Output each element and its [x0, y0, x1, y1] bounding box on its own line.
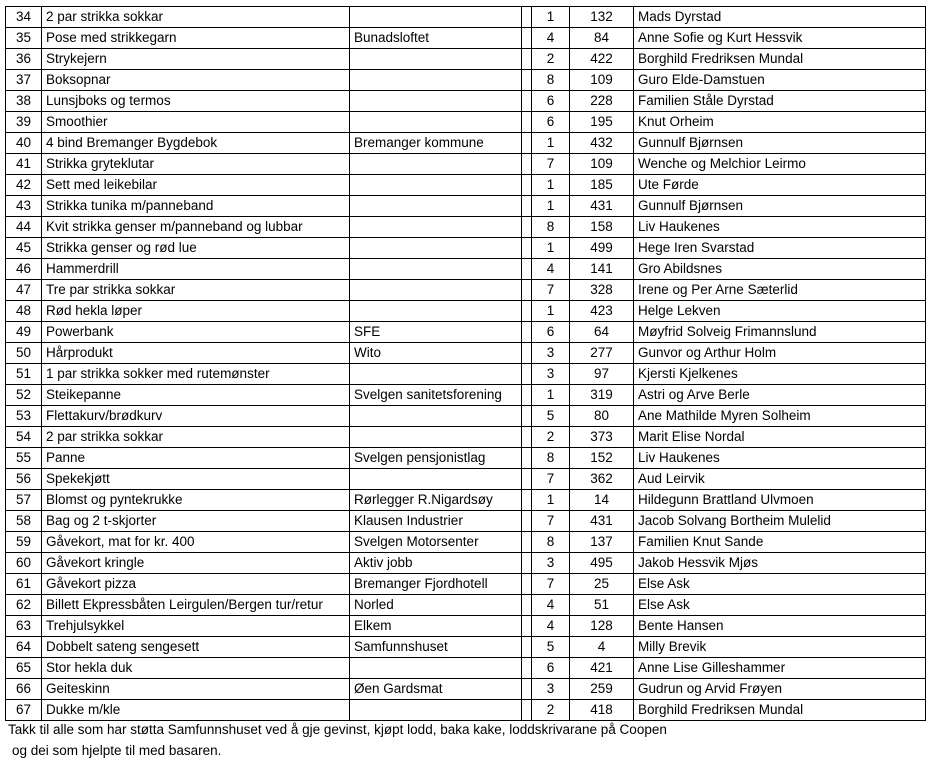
prize-row-cell: 4 — [532, 595, 570, 616]
table-row — [6, 154, 926, 175]
prize-row-cell: 3 — [532, 364, 570, 385]
prize-donor-cell — [350, 196, 522, 217]
blank-cell — [522, 175, 532, 196]
table-row — [6, 427, 926, 448]
table-row — [6, 658, 926, 679]
prize-ticket-cell: 51 — [570, 595, 634, 616]
prize-item-cell: Flettakurv/brødkurv — [42, 406, 350, 427]
blank-cell — [522, 280, 532, 301]
prize-row-cell: 2 — [532, 49, 570, 70]
prize-winner-cell: Guro Elde-Damstuen — [634, 70, 926, 91]
prize-row-cell: 8 — [532, 532, 570, 553]
blank-cell — [522, 238, 532, 259]
prize-winner-cell: Irene og Per Arne Sæterlid — [634, 280, 926, 301]
blank-cell — [522, 637, 532, 658]
prize-row-cell: 1 — [532, 175, 570, 196]
prize-winner-cell: Aud Leirvik — [634, 469, 926, 490]
prize-donor-cell — [350, 469, 522, 490]
blank-cell — [522, 301, 532, 322]
prize-winner-cell: Hege Iren Svarstad — [634, 238, 926, 259]
prize-donor-cell — [350, 427, 522, 448]
prize-ticket-cell: 132 — [570, 7, 634, 28]
prize-donor-cell: Svelgen Motorsenter — [350, 532, 522, 553]
prize-number-cell: 36 — [6, 49, 42, 70]
table-row — [6, 7, 926, 28]
prize-item-cell: Boksopnar — [42, 70, 350, 91]
prize-donor-cell — [350, 91, 522, 112]
prize-item-cell: Strikka gryteklutar — [42, 154, 350, 175]
blank-cell — [522, 448, 532, 469]
blank-cell — [522, 112, 532, 133]
blank-cell — [522, 616, 532, 637]
prize-winner-cell: Liv Haukenes — [634, 448, 926, 469]
prize-row-cell: 8 — [532, 70, 570, 91]
prize-item-cell: Sett med leikebilar — [42, 175, 350, 196]
blank-cell — [522, 679, 532, 700]
table-row — [6, 532, 926, 553]
prize-ticket-cell: 80 — [570, 406, 634, 427]
prize-winner-cell: Milly Brevik — [634, 637, 926, 658]
prize-row-cell: 7 — [532, 574, 570, 595]
prize-donor-cell: Bremanger kommune — [350, 133, 522, 154]
prize-winner-cell: Marit Elise Nordal — [634, 427, 926, 448]
table-row — [6, 448, 926, 469]
prize-ticket-cell: 25 — [570, 574, 634, 595]
prize-item-cell: 2 par strikka sokkar — [42, 7, 350, 28]
prize-number-cell: 34 — [6, 7, 42, 28]
table-row — [6, 91, 926, 112]
blank-cell — [522, 490, 532, 511]
table-row — [6, 553, 926, 574]
blank-cell — [522, 91, 532, 112]
prize-ticket-cell: 432 — [570, 133, 634, 154]
prize-number-cell: 49 — [6, 322, 42, 343]
prize-number-cell: 61 — [6, 574, 42, 595]
table-row — [6, 49, 926, 70]
prize-item-cell: Dobbelt sateng sengesett — [42, 637, 350, 658]
prize-number-cell: 51 — [6, 364, 42, 385]
prize-ticket-cell: 158 — [570, 217, 634, 238]
table-row — [6, 343, 926, 364]
blank-cell — [522, 49, 532, 70]
prize-item-cell: Gåvekort, mat for kr. 400 — [42, 532, 350, 553]
prize-item-cell: Pose med strikkegarn — [42, 28, 350, 49]
prize-donor-cell: SFE — [350, 322, 522, 343]
prize-number-cell: 58 — [6, 511, 42, 532]
prize-ticket-cell: 128 — [570, 616, 634, 637]
prize-donor-cell — [350, 217, 522, 238]
blank-cell — [522, 532, 532, 553]
table-row — [6, 112, 926, 133]
blank-cell — [522, 427, 532, 448]
prize-number-cell: 38 — [6, 91, 42, 112]
prize-item-cell: Steikepanne — [42, 385, 350, 406]
prize-donor-cell — [350, 280, 522, 301]
blank-cell — [522, 133, 532, 154]
prize-ticket-cell: 4 — [570, 637, 634, 658]
prize-table — [5, 6, 926, 721]
prize-ticket-cell: 418 — [570, 700, 634, 721]
prize-donor-cell — [350, 658, 522, 679]
footer-thanks-line-1: Takk til alle som har støtta Samfunnshuset ved å gje gevinst, kjøpt lodd, baka kake, loddskrivarane på Coopen — [8, 722, 667, 737]
prize-number-cell: 52 — [6, 385, 42, 406]
prize-item-cell: Rød hekla løper — [42, 301, 350, 322]
prize-ticket-cell: 137 — [570, 532, 634, 553]
prize-row-cell: 7 — [532, 154, 570, 175]
table-row — [6, 679, 926, 700]
table-row — [6, 469, 926, 490]
prize-donor-cell — [350, 700, 522, 721]
prize-donor-cell: Svelgen sanitetsforening — [350, 385, 522, 406]
prize-number-cell: 48 — [6, 301, 42, 322]
blank-cell — [522, 385, 532, 406]
prize-winner-cell: Familien Knut Sande — [634, 532, 926, 553]
footer-thanks-line-2: og dei som hjelpte til med basaren. — [12, 743, 222, 758]
prize-item-cell: Powerbank — [42, 322, 350, 343]
prize-donor-cell — [350, 49, 522, 70]
prize-item-cell: Smoothier — [42, 112, 350, 133]
prize-number-cell: 39 — [6, 112, 42, 133]
prize-donor-cell: Svelgen pensjonistlag — [350, 448, 522, 469]
prize-row-cell: 4 — [532, 28, 570, 49]
prize-item-cell: Strykejern — [42, 49, 350, 70]
prize-row-cell: 2 — [532, 427, 570, 448]
table-row — [6, 196, 926, 217]
prize-row-cell: 7 — [532, 280, 570, 301]
table-row — [6, 259, 926, 280]
prize-row-cell: 6 — [532, 322, 570, 343]
prize-ticket-cell: 373 — [570, 427, 634, 448]
prize-number-cell: 44 — [6, 217, 42, 238]
prize-donor-cell: Aktiv jobb — [350, 553, 522, 574]
table-row — [6, 217, 926, 238]
table-row — [6, 364, 926, 385]
prize-rows — [6, 7, 926, 721]
prize-row-cell: 5 — [532, 406, 570, 427]
prize-item-cell: 2 par strikka sokkar — [42, 427, 350, 448]
prize-ticket-cell: 64 — [570, 322, 634, 343]
blank-cell — [522, 70, 532, 91]
table-row — [6, 637, 926, 658]
blank-cell — [522, 7, 532, 28]
blank-cell — [522, 259, 532, 280]
table-row — [6, 301, 926, 322]
prize-item-cell: Stor hekla duk — [42, 658, 350, 679]
prize-ticket-cell: 277 — [570, 343, 634, 364]
prize-donor-cell — [350, 175, 522, 196]
prize-row-cell: 1 — [532, 490, 570, 511]
prize-row-cell: 8 — [532, 217, 570, 238]
prize-donor-cell — [350, 238, 522, 259]
prize-row-cell: 1 — [532, 238, 570, 259]
prize-ticket-cell: 152 — [570, 448, 634, 469]
prize-donor-cell: Bunadsloftet — [350, 28, 522, 49]
blank-cell — [522, 343, 532, 364]
prize-ticket-cell: 495 — [570, 553, 634, 574]
prize-row-cell: 8 — [532, 448, 570, 469]
prize-ticket-cell: 431 — [570, 196, 634, 217]
prize-number-cell: 43 — [6, 196, 42, 217]
prize-winner-cell: Knut Orheim — [634, 112, 926, 133]
prize-row-cell: 6 — [532, 91, 570, 112]
prize-item-cell: Hårprodukt — [42, 343, 350, 364]
blank-cell — [522, 658, 532, 679]
prize-donor-cell — [350, 70, 522, 91]
prize-donor-cell — [350, 364, 522, 385]
prize-winner-cell: Kjersti Kjelkenes — [634, 364, 926, 385]
blank-cell — [522, 469, 532, 490]
prize-donor-cell: Samfunnshuset — [350, 637, 522, 658]
prize-number-cell: 66 — [6, 679, 42, 700]
prize-donor-cell: Wito — [350, 343, 522, 364]
blank-cell — [522, 196, 532, 217]
prize-donor-cell: Norled — [350, 595, 522, 616]
prize-winner-cell: Astri og Arve Berle — [634, 385, 926, 406]
prize-row-cell: 1 — [532, 301, 570, 322]
prize-item-cell: Lunsjboks og termos — [42, 91, 350, 112]
prize-number-cell: 47 — [6, 280, 42, 301]
table-row — [6, 28, 926, 49]
blank-cell — [522, 322, 532, 343]
prize-number-cell: 41 — [6, 154, 42, 175]
prize-winner-cell: Else Ask — [634, 595, 926, 616]
prize-donor-cell — [350, 406, 522, 427]
table-row — [6, 280, 926, 301]
prize-row-cell: 1 — [532, 133, 570, 154]
table-row — [6, 511, 926, 532]
prize-ticket-cell: 109 — [570, 154, 634, 175]
prize-ticket-cell: 195 — [570, 112, 634, 133]
blank-cell — [522, 154, 532, 175]
prize-item-cell: Spekekjøtt — [42, 469, 350, 490]
prize-winner-cell: Borghild Fredriksen Mundal — [634, 49, 926, 70]
prize-winner-cell: Møyfrid Solveig Frimannslund — [634, 322, 926, 343]
prize-ticket-cell: 14 — [570, 490, 634, 511]
prize-row-cell: 1 — [532, 385, 570, 406]
prize-donor-cell: Øen Gardsmat — [350, 679, 522, 700]
prize-item-cell: Dukke m/kle — [42, 700, 350, 721]
table-row — [6, 175, 926, 196]
prize-row-cell: 6 — [532, 658, 570, 679]
prize-winner-cell: Familien Ståle Dyrstad — [634, 91, 926, 112]
prize-winner-cell: Wenche og Melchior Leirmo — [634, 154, 926, 175]
prize-winner-cell: Ane Mathilde Myren Solheim — [634, 406, 926, 427]
prize-winner-cell: Anne Lise Gilleshammer — [634, 658, 926, 679]
prize-winner-cell: Gunnulf Bjørnsen — [634, 196, 926, 217]
prize-number-cell: 35 — [6, 28, 42, 49]
table-row — [6, 700, 926, 721]
blank-cell — [522, 511, 532, 532]
prize-ticket-cell: 328 — [570, 280, 634, 301]
prize-winner-cell: Else Ask — [634, 574, 926, 595]
prize-number-cell: 59 — [6, 532, 42, 553]
prize-winner-cell: Gudrun og Arvid Frøyen — [634, 679, 926, 700]
prize-donor-cell — [350, 301, 522, 322]
prize-item-cell: Gåvekort kringle — [42, 553, 350, 574]
table-row — [6, 616, 926, 637]
prize-donor-cell — [350, 7, 522, 28]
prize-row-cell: 2 — [532, 700, 570, 721]
prize-number-cell: 63 — [6, 616, 42, 637]
table-row — [6, 133, 926, 154]
prize-donor-cell — [350, 154, 522, 175]
prize-row-cell: 5 — [532, 637, 570, 658]
prize-number-cell: 46 — [6, 259, 42, 280]
prize-item-cell: Billett Ekpressbåten Leirgulen/Bergen tur/retur — [42, 595, 350, 616]
prize-number-cell: 54 — [6, 427, 42, 448]
prize-row-cell: 6 — [532, 112, 570, 133]
prize-item-cell: Hammerdrill — [42, 259, 350, 280]
prize-number-cell: 56 — [6, 469, 42, 490]
prize-winner-cell: Jakob Hessvik Mjøs — [634, 553, 926, 574]
prize-item-cell: Kvit strikka genser m/panneband og lubbar — [42, 217, 350, 238]
prize-winner-cell: Gro Abildsnes — [634, 259, 926, 280]
prize-ticket-cell: 362 — [570, 469, 634, 490]
table-row — [6, 70, 926, 91]
table-row — [6, 322, 926, 343]
table-row — [6, 238, 926, 259]
prize-item-cell: Geiteskinn — [42, 679, 350, 700]
blank-cell — [522, 406, 532, 427]
prize-ticket-cell: 259 — [570, 679, 634, 700]
prize-number-cell: 57 — [6, 490, 42, 511]
prize-item-cell: Strikka genser og rød lue — [42, 238, 350, 259]
prize-ticket-cell: 97 — [570, 364, 634, 385]
prize-ticket-cell: 421 — [570, 658, 634, 679]
prize-number-cell: 45 — [6, 238, 42, 259]
prize-winner-cell: Liv Haukenes — [634, 217, 926, 238]
prize-winner-cell: Borghild Fredriksen Mundal — [634, 700, 926, 721]
prize-donor-cell — [350, 112, 522, 133]
prize-item-cell: Tre par strikka sokkar — [42, 280, 350, 301]
prize-winner-cell: Gunnulf Bjørnsen — [634, 133, 926, 154]
prize-winner-cell: Gunvor og Arthur Holm — [634, 343, 926, 364]
prize-item-cell: Trehjulsykkel — [42, 616, 350, 637]
prize-row-cell: 3 — [532, 679, 570, 700]
prize-item-cell: Blomst og pyntekrukke — [42, 490, 350, 511]
prize-number-cell: 55 — [6, 448, 42, 469]
table-row — [6, 595, 926, 616]
blank-cell — [522, 28, 532, 49]
prize-winner-cell: Anne Sofie og Kurt Hessvik — [634, 28, 926, 49]
prize-item-cell: Bag og 2 t-skjorter — [42, 511, 350, 532]
prize-number-cell: 65 — [6, 658, 42, 679]
prize-ticket-cell: 228 — [570, 91, 634, 112]
prize-item-cell: 4 bind Bremanger Bygdebok — [42, 133, 350, 154]
prize-row-cell: 3 — [532, 343, 570, 364]
prize-ticket-cell: 431 — [570, 511, 634, 532]
prize-winner-cell: Ute Førde — [634, 175, 926, 196]
prize-row-cell: 1 — [532, 7, 570, 28]
prize-donor-cell: Rørlegger R.Nigardsøy — [350, 490, 522, 511]
prize-ticket-cell: 185 — [570, 175, 634, 196]
blank-cell — [522, 700, 532, 721]
prize-row-cell: 4 — [532, 259, 570, 280]
prize-item-cell: Strikka tunika m/panneband — [42, 196, 350, 217]
prize-number-cell: 40 — [6, 133, 42, 154]
prize-winner-cell: Bente Hansen — [634, 616, 926, 637]
prize-row-cell: 4 — [532, 616, 570, 637]
prize-donor-cell — [350, 259, 522, 280]
blank-cell — [522, 364, 532, 385]
prize-ticket-cell: 499 — [570, 238, 634, 259]
prize-number-cell: 62 — [6, 595, 42, 616]
table-row — [6, 490, 926, 511]
prize-donor-cell: Elkem — [350, 616, 522, 637]
blank-cell — [522, 553, 532, 574]
prize-ticket-cell: 84 — [570, 28, 634, 49]
blank-cell — [522, 595, 532, 616]
blank-cell — [522, 574, 532, 595]
prize-row-cell: 1 — [532, 196, 570, 217]
prize-item-cell: Gåvekort pizza — [42, 574, 350, 595]
prize-number-cell: 50 — [6, 343, 42, 364]
prize-winner-cell: Mads Dyrstad — [634, 7, 926, 28]
prize-ticket-cell: 422 — [570, 49, 634, 70]
prize-ticket-cell: 423 — [570, 301, 634, 322]
table-row — [6, 385, 926, 406]
prize-row-cell: 3 — [532, 553, 570, 574]
prize-winner-cell: Helge Lekven — [634, 301, 926, 322]
prize-donor-cell: Bremanger Fjordhotell — [350, 574, 522, 595]
prize-row-cell: 7 — [532, 511, 570, 532]
prize-ticket-cell: 141 — [570, 259, 634, 280]
prize-winner-cell: Jacob Solvang Bortheim Mulelid — [634, 511, 926, 532]
table-row — [6, 406, 926, 427]
prize-number-cell: 37 — [6, 70, 42, 91]
prize-ticket-cell: 109 — [570, 70, 634, 91]
prize-row-cell: 7 — [532, 469, 570, 490]
prize-winner-cell: Hildegunn Brattland Ulvmoen — [634, 490, 926, 511]
prize-item-cell: Panne — [42, 448, 350, 469]
prize-number-cell: 53 — [6, 406, 42, 427]
prize-item-cell: 1 par strikka sokker med rutemønster — [42, 364, 350, 385]
prize-number-cell: 60 — [6, 553, 42, 574]
prize-donor-cell: Klausen Industrier — [350, 511, 522, 532]
prize-number-cell: 42 — [6, 175, 42, 196]
table-row — [6, 574, 926, 595]
prize-number-cell: 67 — [6, 700, 42, 721]
prize-number-cell: 64 — [6, 637, 42, 658]
prize-ticket-cell: 319 — [570, 385, 634, 406]
blank-cell — [522, 217, 532, 238]
